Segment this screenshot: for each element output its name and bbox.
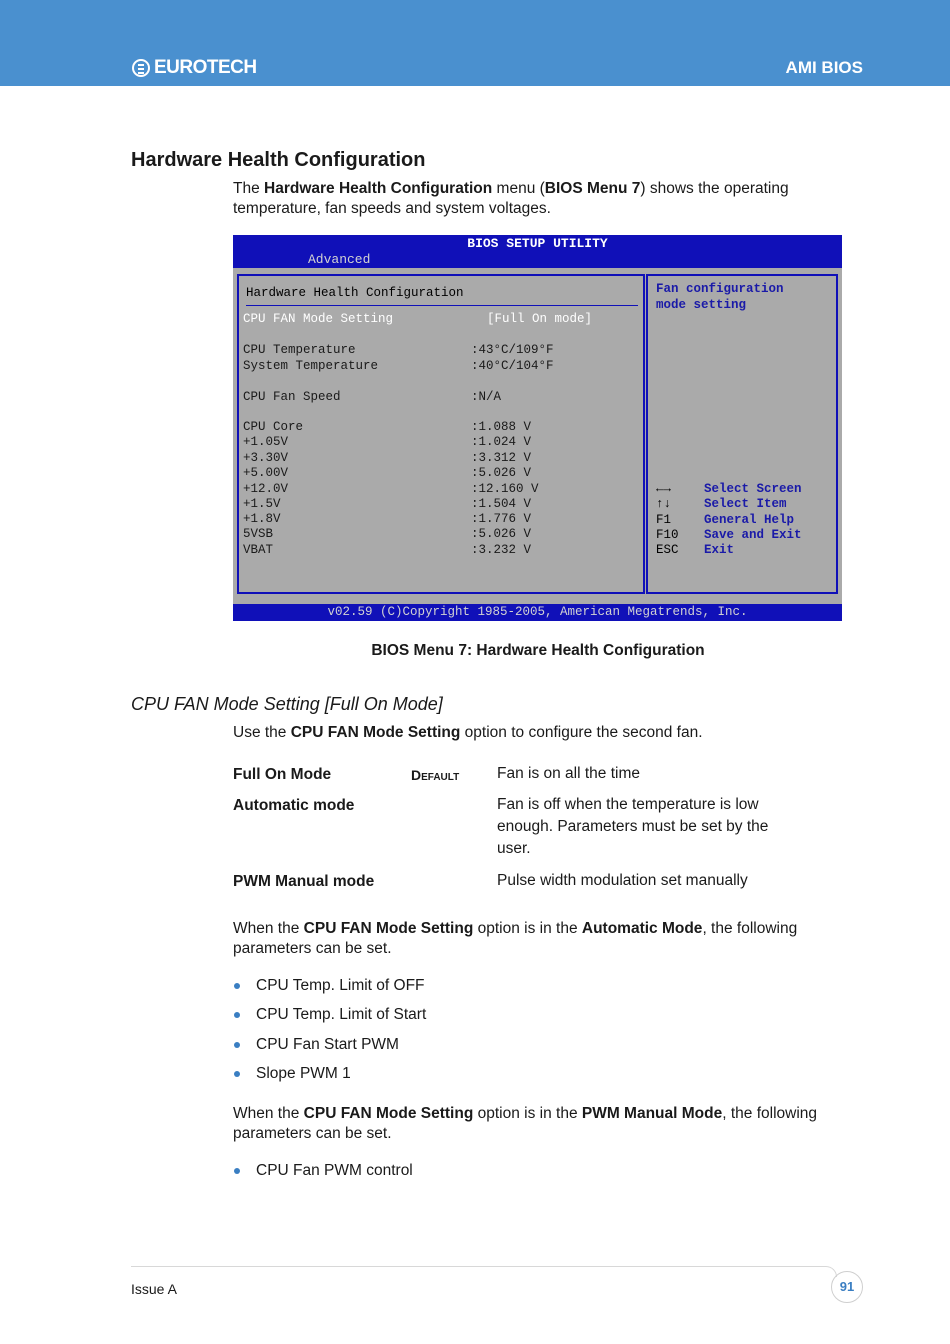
bios-copyright-bar: v02.59 (C)Copyright 1985-2005, American Megatrends, Inc. <box>233 604 842 621</box>
bios-row-cpu-temperature: CPU Temperature :43°C/109°F <box>243 343 554 357</box>
bios-row-cpu-fan-speed: CPU Fan Speed :N/A <box>243 390 502 404</box>
bios-row-cpu-core: CPU Core :1.088 V <box>243 420 532 434</box>
header-title: AMI BIOS <box>785 58 863 77</box>
bios-row-1-8v: +1.8V :1.776 V <box>243 512 532 526</box>
bullet-icon <box>234 1071 240 1077</box>
figure-caption: BIOS Menu 7: Hardware Health Configuration <box>371 642 705 659</box>
option-label-full-on: Full On Mode <box>233 766 332 783</box>
bios-row-5vsb: 5VSB :5.026 V <box>243 527 532 541</box>
option-desc-pwm-manual: Pulse width modulation set manually <box>497 872 748 889</box>
section-title: Hardware Health Configuration <box>131 149 426 171</box>
bios-row-1-5v: +1.5V :1.504 V <box>243 497 532 511</box>
logo-text: EUROTECH <box>154 57 257 78</box>
bios-heading-rule <box>246 305 638 306</box>
bios-row-12-0v: +12.0V :12.160 V <box>243 482 539 496</box>
option-default-tag: Default <box>411 767 460 783</box>
bullet-icon <box>234 1012 240 1018</box>
page-number: 91 <box>831 1271 863 1303</box>
list-item: CPU Temp. Limit of OFF <box>233 977 425 995</box>
bios-key-select-item: ↑↓ Select Item <box>656 497 787 511</box>
bios-title-bar <box>233 235 842 268</box>
subsection-title: CPU FAN Mode Setting [Full On Mode] <box>131 694 443 714</box>
header-bar <box>0 0 950 86</box>
bios-row-cpu-fan-mode[interactable]: CPU FAN Mode Setting [Full On mode] <box>243 312 593 326</box>
list-item: Slope PWM 1 <box>233 1065 351 1083</box>
pwm-mode-paragraph: When the CPU FAN Mode Setting option is in the PWM Manual Mode, the following parameters can be set. <box>233 1105 818 1142</box>
bios-key-save-exit: F10 Save and Exit <box>656 528 802 542</box>
footer-divider <box>131 1266 825 1267</box>
option-desc-full-on: Fan is on all the time <box>497 765 641 782</box>
footer-issue: Issue A <box>131 1281 177 1297</box>
bios-row-1-05v: +1.05V :1.024 V <box>243 435 532 449</box>
bios-row-system-temperature: System Temperature :40°C/104°F <box>243 359 554 373</box>
list-item: CPU Temp. Limit of Start <box>233 1006 426 1024</box>
bullet-icon <box>234 1042 240 1048</box>
bios-help-panel <box>646 274 838 594</box>
bios-key-general-help: F1 General Help <box>656 513 795 527</box>
subsection-intro: Use the CPU FAN Mode Setting option to configure the second fan. <box>233 724 703 741</box>
bios-row-5-00v: +5.00V :5.026 V <box>243 466 532 480</box>
bios-main-panel <box>237 274 645 594</box>
intro-paragraph: The Hardware Health Configuration menu (BIOS Menu 7) shows the operating temperature, fan speeds and system voltages. <box>233 180 789 217</box>
automatic-mode-paragraph: When the CPU FAN Mode Setting option is in the Automatic Mode, the following parameters can be set. <box>233 920 798 957</box>
list-item: CPU Fan Start PWM <box>233 1036 399 1054</box>
bullet-icon <box>234 983 240 989</box>
bios-key-select-screen: ←→ Select Screen <box>656 482 802 496</box>
bios-row-3-30v: +3.30V :3.312 V <box>243 451 532 465</box>
bios-row-vbat: VBAT :3.232 V <box>243 543 532 557</box>
bullet-icon <box>234 1168 240 1174</box>
option-label-automatic: Automatic mode <box>233 797 355 814</box>
bios-help-text: Fan configuration mode setting <box>656 282 784 312</box>
option-label-pwm-manual: PWM Manual mode <box>233 873 375 890</box>
eurotech-logo <box>132 57 257 79</box>
bios-panel-heading: Hardware Health Configuration <box>246 286 464 300</box>
bios-screenshot <box>233 235 842 621</box>
list-item: CPU Fan PWM control <box>233 1162 413 1180</box>
bios-utility-title: BIOS SETUP UTILITY <box>467 236 608 251</box>
bios-key-exit: ESC Exit <box>656 543 735 557</box>
option-desc-automatic: Fan is off when the temperature is low enough. Parameters must be set by the user. <box>497 796 769 857</box>
eurotech-logo-icon <box>132 59 150 77</box>
bios-tab-advanced[interactable]: Advanced <box>308 252 371 267</box>
